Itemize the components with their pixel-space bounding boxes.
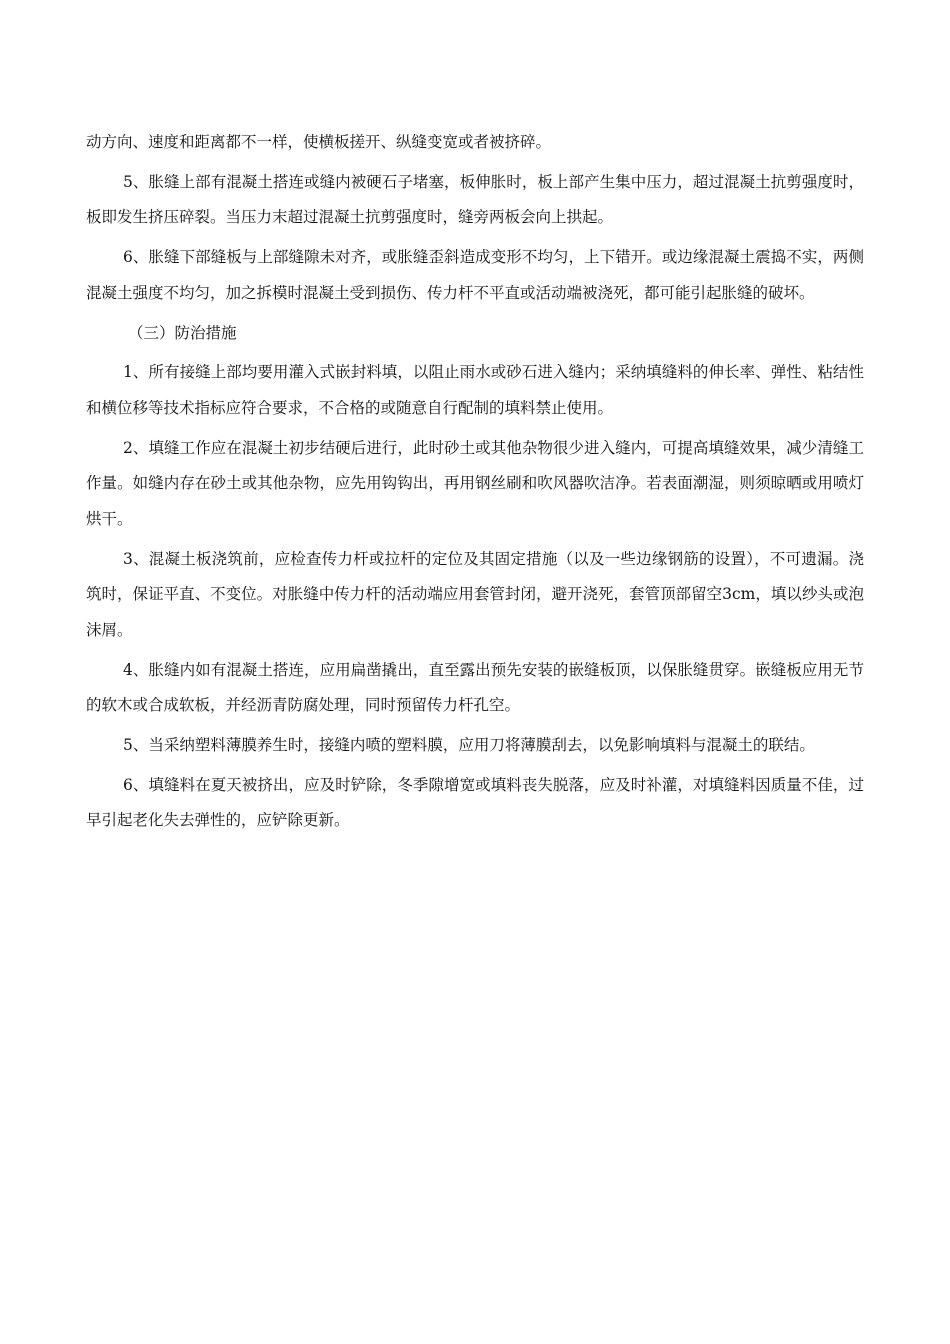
paragraph-measure-3: 3、混凝土板浇筑前，应检查传力杆或拉杆的定位及其固定措施（以及一些边缘钢筋的设置），不可遗漏。浇筑时，保证平直、不变位。对胀缝中传力杆的活动端应用套管封闭，避开浇死，套管顶部留空3cm，填以纱头或泡沫屑。 xyxy=(86,549,864,639)
paragraph-measure-5: 5、当采纳塑料薄膜养生时，接缝内喷的塑料膜，应用刀将薄膜刮去，以免影响填料与混凝土的联结。 xyxy=(123,736,815,754)
paragraph-cause-6: 6、胀缝下部缝板与上部缝隙未对齐，或胀缝歪斜造成变形不均匀，上下错开。或边缘混凝土震捣不实，两侧混凝土强度不均匀，加之拆模时混凝土受到损伤、传力杆不平直或活动端被浇死，都可能引起胀缝的破坏。 xyxy=(86,248,864,302)
paragraph-measure-2: 2、填缝工作应在混凝土初步结硬后进行，此时砂土或其他杂物很少进入缝内，可提高填缝效果，减少清缝工作量。如缝内存在砂土或其他杂物，应先用钩钩出，再用钢丝刷和吹风器吹洁净。若表面潮湿，则须晾晒或用喷灯烘干。 xyxy=(86,438,864,528)
document-body xyxy=(86,125,864,843)
paragraph-measure-6: 6、填缝料在夏天被挤出，应及时铲除，冬季隙增宽或填料丧失脱落，应及时补灌，对填缝料因质量不佳，过早引起老化失去弹性的，应铲除更新。 xyxy=(86,775,864,830)
paragraph-continuation: 动方向、速度和距离都不一样，使横板搓开、纵缝变宽或者被挤碎。 xyxy=(86,133,552,151)
paragraph-measure-4: 4、胀缝内如有混凝土搭连，应用扁凿撬出，直至露出预先安装的嵌缝板顶，以保胀缝贯穿。嵌缝板应用无节的软木或合成软板，并经沥青防腐处理，同时预留传力杆孔空。 xyxy=(86,660,864,715)
section-heading-prevention: （三）防治措施 xyxy=(128,323,237,342)
paragraph-measure-1: 1、所有接缝上部均要用灌入式嵌封料填，以阻止雨水或砂石进入缝内；采纳填缝料的伸长率、弹性、粘结性和横位移等技术指标应符合要求，不合格的或随意自行配制的填料禁止使用。 xyxy=(86,363,864,417)
paragraph-cause-5: 5、胀缝上部有混凝土搭连或缝内被硬石子堵塞，板伸胀时，板上部产生集中压力，超过混凝土抗剪强度时，板即发生挤压碎裂。当压力末超过混凝土抗剪强度时，缝旁两板会向上拱起。 xyxy=(86,172,864,227)
